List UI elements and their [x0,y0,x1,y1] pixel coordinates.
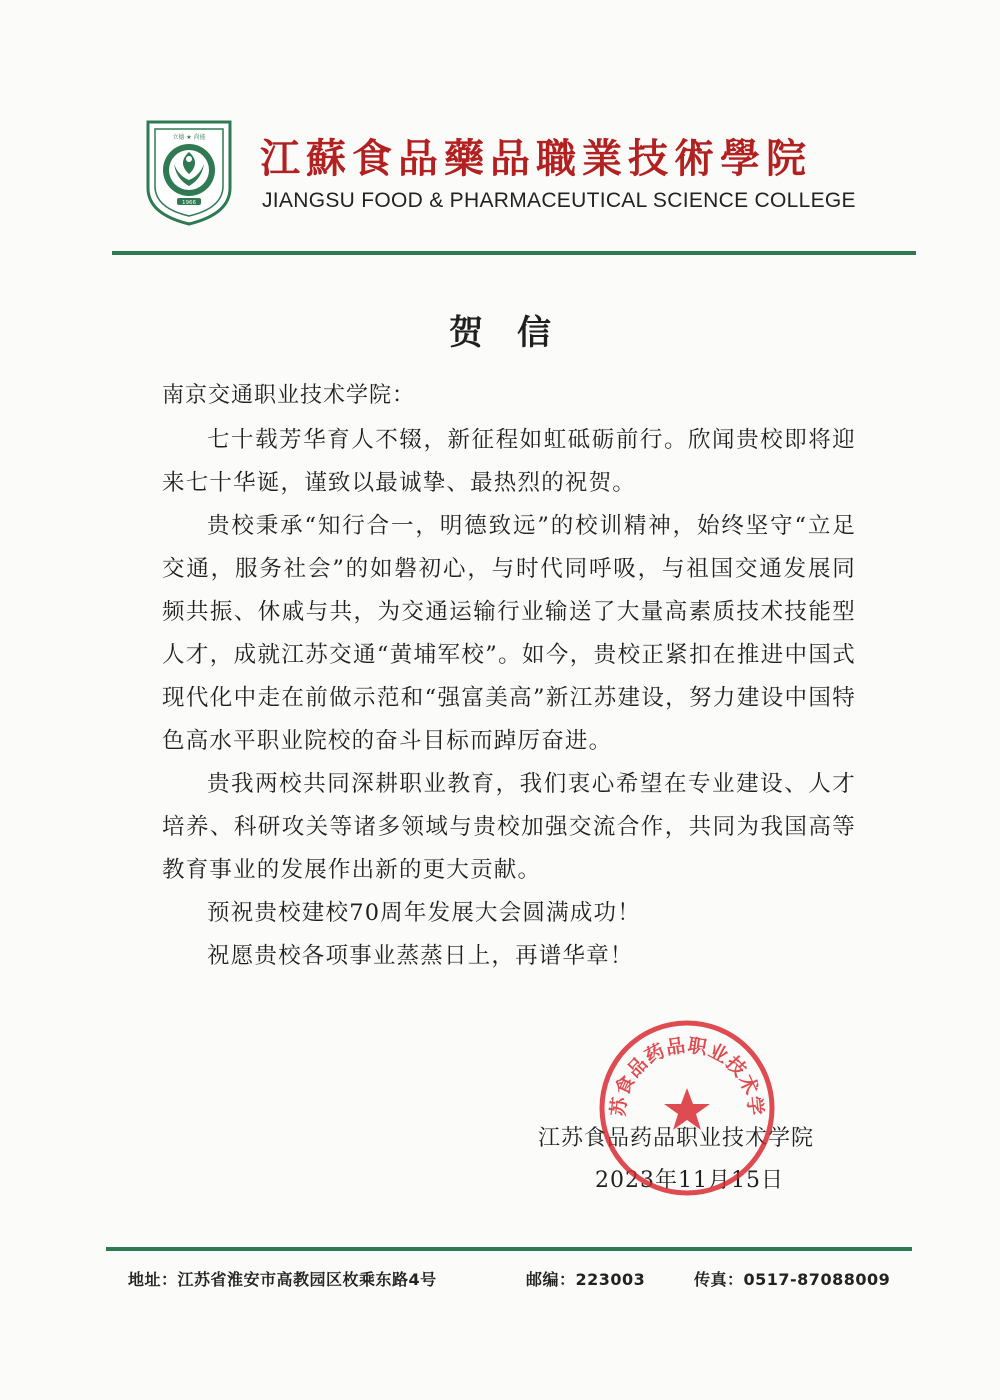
letter-paragraph: 贵我两校共同深耕职业教育，我们衷心希望在专业建设、人才培养、科研攻关等诸多领域与贵校加强交流合作，共同为我国高等教育事业的发展作出新的更大贡献。 [162,771,856,883]
letter-paragraph: 贵校秉承“知行合一，明德致远”的校训精神，始终坚守“立足交通，服务社会”的如磐初心，与时代同呼吸，与祖国交通发展同频共振、休戚与共，为交通运输行业输送了大量高素质技术技能型人才，成就江苏交通“黄埔军校”。如今，贵校正紧扣在推进中国式现代化中走在前做示范和“强富美高”新江苏建设，努力建设中国特色高水平职业院校的奋斗目标而踔厉奋进。 [162,513,856,754]
red-star-seal-icon [597,1018,777,1198]
college-emblem-icon [144,118,234,226]
letter-paragraph: 预祝贵校建校70周年发展大会圆满成功！ [207,900,641,926]
svg-text:立德 ★ 尚能: 立德 ★ 尚能 [172,134,206,141]
signature-organization: 江苏食品药品职业技术学院 [538,1126,815,1151]
svg-text:江苏食品药品职业技术学院: 苏食品药品职业技术学 [607,1034,767,1118]
footer-fax: 传真：0517-87088009 [694,1270,891,1289]
header-divider [112,251,916,255]
signature-date: 2023年11月15日 [595,1168,784,1193]
footer-address: 地址：江苏省淮安市高教园区枚乘东路4号 [128,1270,437,1289]
footer-postcode: 邮编：223003 [526,1270,646,1289]
letter-paragraph: 七十载芳华育人不辍，新征程如虹砥砺前行。欣闻贵校即将迎来七十华诞，谨致以最诚挚、最热烈的祝贺。 [162,427,856,496]
college-name-cn: 江蘇食品藥品職業技術學院 [260,136,812,182]
college-name-en: JIANGSU FOOD & PHARMACEUTICAL SCIENCE COLLEGE [262,189,856,212]
letter-body [162,419,856,978]
svg-text:1966: 1966 [182,200,196,206]
letter-recipient: 南京交通职业技术学院： [162,383,416,408]
letter-paragraph: 祝愿贵校各项事业蒸蒸日上，再谱华章！ [207,943,634,969]
letter-title: 贺信 [449,313,585,353]
footer-divider [106,1247,912,1251]
